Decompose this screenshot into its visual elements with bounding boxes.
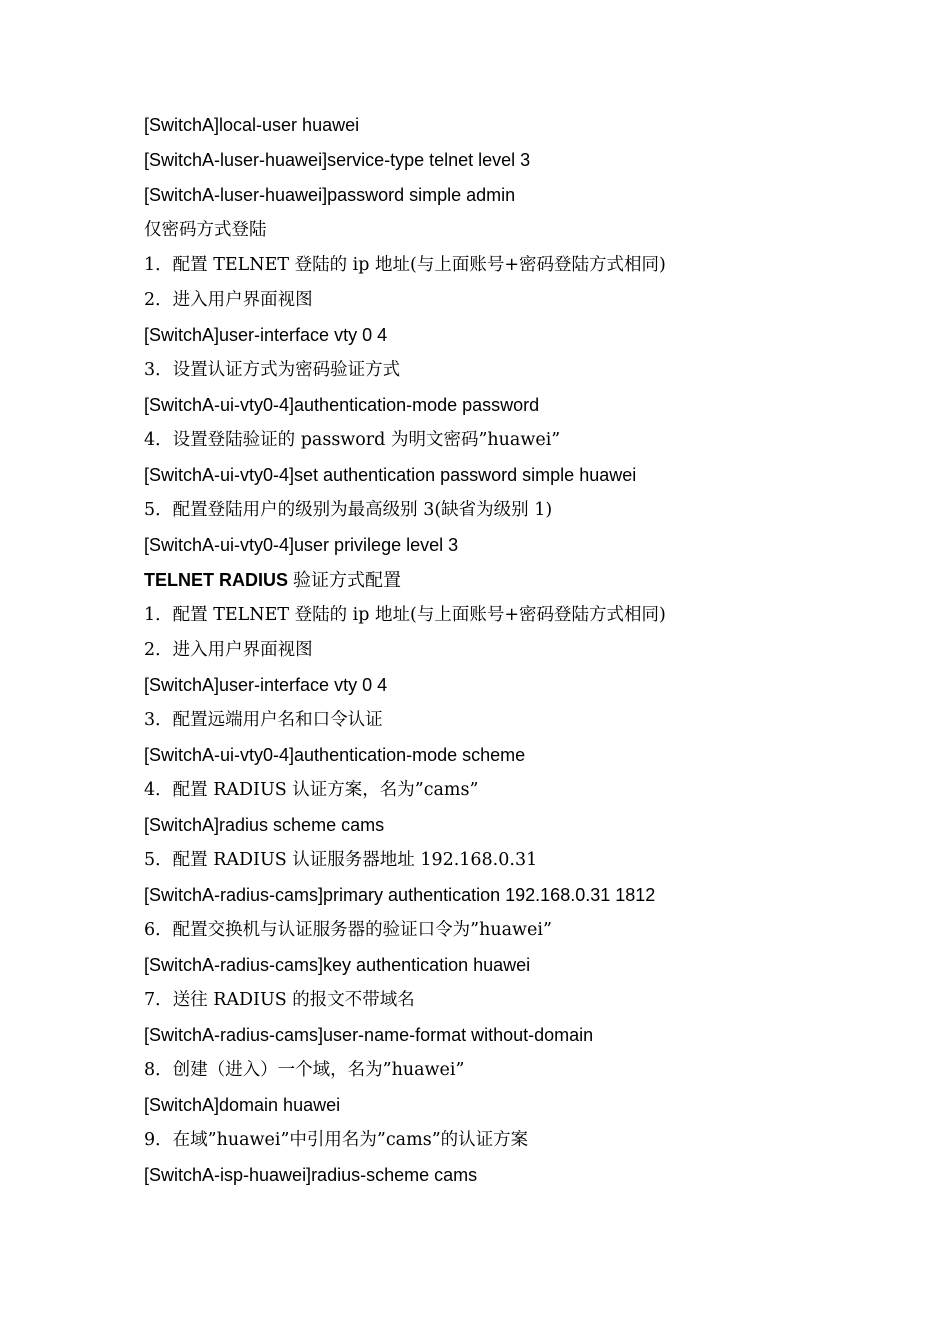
step-line: 9．在域”huawei”中引用名为”cams”的认证方案 (144, 1130, 529, 1150)
document-body (144, 112, 884, 1197)
step-line: 3．配置远端用户名和口令认证 (144, 710, 383, 730)
command-line: [SwitchA-ui-vty0-4]set authentication password simple huawei (144, 465, 637, 485)
command-line: [SwitchA-luser-huawei]service-type telnet level 3 (144, 150, 531, 170)
command-line: [SwitchA-radius-cams]primary authentication 192.168.0.31 1812 (144, 885, 656, 905)
step-line: 2．进入用户界面视图 (144, 290, 313, 310)
step-line: 1．配置 TELNET 登陆的 ip 地址(与上面账号+密码登陆方式相同) (144, 255, 666, 275)
command-line: [SwitchA]radius scheme cams (144, 815, 385, 835)
step-line: 8．创建（进入）一个域，名为”huawei” (144, 1060, 465, 1080)
command-line: [SwitchA-ui-vty0-4]user privilege level 3 (144, 535, 459, 555)
command-line: [SwitchA]domain huawei (144, 1095, 341, 1115)
command-line: [SwitchA-isp-huawei]radius-scheme cams (144, 1165, 478, 1185)
step-line: 7．送往 RADIUS 的报文不带域名 (144, 990, 415, 1010)
command-line: [SwitchA-luser-huawei]password simple admin (144, 185, 516, 205)
command-line: [SwitchA]local-user huawei (144, 115, 360, 135)
command-line: [SwitchA-ui-vty0-4]authentication-mode password (144, 395, 540, 415)
step-line: 4．配置 RADIUS 认证方案，名为”cams” (144, 780, 479, 800)
heading-bold-part: TELNET RADIUS (144, 570, 288, 590)
command-line: [SwitchA-radius-cams]user-name-format without-domain (144, 1025, 594, 1045)
command-line: [SwitchA-ui-vty0-4]authentication-mode scheme (144, 745, 526, 765)
command-line: [SwitchA-radius-cams]key authentication huawei (144, 955, 531, 975)
command-line: [SwitchA]user-interface vty 0 4 (144, 675, 388, 695)
section-heading (144, 567, 884, 602)
step-line: 4．设置登陆验证的 password 为明文密码”huawei” (144, 430, 561, 450)
heading-suffix: 验证方式配置 (293, 570, 402, 591)
step-line: 3．设置认证方式为密码验证方式 (144, 360, 401, 380)
step-line: 2．进入用户界面视图 (144, 640, 313, 660)
command-line: [SwitchA]user-interface vty 0 4 (144, 325, 388, 345)
step-line: 6．配置交换机与认证服务器的验证口令为”huawei” (144, 920, 552, 940)
section-title: 仅密码方式登陆 (144, 220, 267, 240)
step-line: 1．配置 TELNET 登陆的 ip 地址(与上面账号+密码登陆方式相同) (144, 605, 666, 625)
step-line: 5．配置登陆用户的级别为最高级别 3(缺省为级别 1) (144, 500, 553, 520)
step-line: 5．配置 RADIUS 认证服务器地址 192.168.0.31 (144, 850, 538, 870)
